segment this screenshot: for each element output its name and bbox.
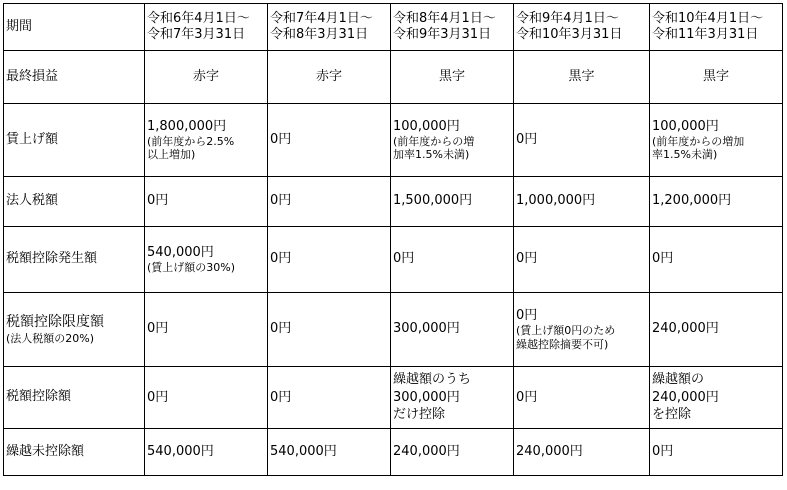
credit-generated-cell xyxy=(514,227,650,293)
period-start: 令和7年4月1日～ xyxy=(270,10,373,26)
result-cell: 赤字 xyxy=(268,51,391,104)
result-cell: 黒字 xyxy=(650,51,783,104)
credit-generated-value: 0円 xyxy=(270,251,292,267)
period-end: 令和7年3月31日 xyxy=(147,27,246,42)
credit-limit-value: 300,000円 xyxy=(393,321,460,337)
credit-amount-line: だけ控除 xyxy=(393,407,446,423)
credit-amount-line: 0円 xyxy=(516,389,538,405)
credit-generated-note: (賃上げ額の30%) xyxy=(147,261,236,275)
wage-increase-value: 100,000円 xyxy=(652,118,719,134)
carryforward-cell: 0円 xyxy=(650,429,783,476)
corporate-tax-cell: 0円 xyxy=(268,177,391,227)
result-row xyxy=(4,51,783,104)
credit-amount-row xyxy=(4,367,783,429)
corporate-tax-row xyxy=(4,177,783,227)
credit-limit-value: 0円 xyxy=(516,308,538,324)
wage-increase-note: (前年度からの増 xyxy=(393,134,475,148)
wage-increase-label: 賃上げ額 xyxy=(4,104,145,177)
wage-increase-value: 1,800,000円 xyxy=(147,118,227,134)
credit-generated-cell xyxy=(145,227,268,293)
wage-increase-note: (前年度から2.5% xyxy=(147,134,235,148)
period-cell xyxy=(268,4,391,51)
credit-amount-cell xyxy=(391,367,514,429)
wage-increase-cell xyxy=(268,104,391,177)
credit-limit-cell xyxy=(650,293,783,367)
credit-limit-note: 繰越控除摘要不可) xyxy=(516,337,609,351)
result-label: 最終損益 xyxy=(4,51,145,104)
result-cell: 黒字 xyxy=(391,51,514,104)
period-end: 令和10年3月31日 xyxy=(516,27,623,42)
credit-generated-value: 0円 xyxy=(393,251,415,267)
credit-limit-label: 税額控除限度額 xyxy=(6,314,104,331)
corporate-tax-cell: 1,200,000円 xyxy=(650,177,783,227)
credit-limit-label-note: (法人税額の20%) xyxy=(6,331,95,345)
credit-limit-label-cell xyxy=(4,293,145,367)
carryforward-cell: 540,000円 xyxy=(268,429,391,476)
credit-limit-row xyxy=(4,293,783,367)
wage-increase-note: 以上増加) xyxy=(147,148,196,162)
period-end: 令和9年3月31日 xyxy=(393,27,492,42)
credit-generated-value: 0円 xyxy=(652,251,674,267)
credit-amount-line: 繰越額のうち xyxy=(393,372,472,388)
credit-generated-cell xyxy=(650,227,783,293)
credit-generated-value: 540,000円 xyxy=(147,244,214,260)
credit-amount-line: 0円 xyxy=(147,389,169,405)
corporate-tax-cell: 1,000,000円 xyxy=(514,177,650,227)
carryforward-label: 繰越未控除額 xyxy=(4,429,145,476)
wage-increase-value: 100,000円 xyxy=(393,118,460,134)
credit-limit-cell xyxy=(145,293,268,367)
corporate-tax-label: 法人税額 xyxy=(4,177,145,227)
wage-increase-value: 0円 xyxy=(516,131,538,147)
period-start: 令和9年4月1日～ xyxy=(516,10,619,26)
credit-amount-cell xyxy=(650,367,783,429)
wage-increase-cell xyxy=(145,104,268,177)
carryforward-cell: 540,000円 xyxy=(145,429,268,476)
carryforward-cell: 240,000円 xyxy=(391,429,514,476)
credit-amount-cell xyxy=(514,367,650,429)
period-cell xyxy=(650,4,783,51)
credit-generated-row xyxy=(4,227,783,293)
period-start: 令和8年4月1日～ xyxy=(393,10,496,26)
corporate-tax-cell: 1,500,000円 xyxy=(391,177,514,227)
result-cell: 赤字 xyxy=(145,51,268,104)
period-cell xyxy=(391,4,514,51)
credit-amount-line: 300,000円 xyxy=(393,389,460,405)
wage-increase-cell xyxy=(391,104,514,177)
carryforward-row xyxy=(4,429,783,476)
credit-limit-cell xyxy=(268,293,391,367)
wage-increase-note: 率1.5%未満) xyxy=(652,148,718,162)
credit-amount-line: 繰越額の xyxy=(652,372,705,388)
wage-increase-row xyxy=(4,104,783,177)
period-cell xyxy=(145,4,268,51)
credit-amount-cell xyxy=(145,367,268,429)
period-end: 令和8年3月31日 xyxy=(270,27,369,42)
credit-generated-cell xyxy=(391,227,514,293)
period-label: 期間 xyxy=(4,4,145,51)
credit-limit-cell xyxy=(514,293,650,367)
wage-increase-note: 加率1.5%未満) xyxy=(393,148,470,162)
wage-increase-cell xyxy=(650,104,783,177)
credit-amount-line: 240,000円 xyxy=(652,389,719,405)
credit-generated-label: 税額控除発生額 xyxy=(4,227,145,293)
credit-limit-value: 240,000円 xyxy=(652,321,719,337)
credit-amount-line: 0円 xyxy=(270,389,292,405)
credit-amount-cell xyxy=(268,367,391,429)
wage-increase-note: (前年度からの増加 xyxy=(652,134,745,148)
credit-limit-value: 0円 xyxy=(147,321,169,337)
credit-amount-label: 税額控除額 xyxy=(4,367,145,429)
period-cell xyxy=(514,4,650,51)
result-cell: 黒字 xyxy=(514,51,650,104)
credit-amount-line: を控除 xyxy=(652,407,692,423)
period-start: 令和10年4月1日～ xyxy=(652,10,764,26)
credit-generated-value: 0円 xyxy=(516,251,538,267)
period-end: 令和11年3月31日 xyxy=(652,27,759,42)
tax-credit-table xyxy=(3,3,783,476)
corporate-tax-cell: 0円 xyxy=(145,177,268,227)
carryforward-cell: 240,000円 xyxy=(514,429,650,476)
period-start: 令和6年4月1日～ xyxy=(147,10,250,26)
credit-limit-cell xyxy=(391,293,514,367)
credit-limit-note: (賃上げ額0円のため xyxy=(516,324,616,338)
credit-generated-cell xyxy=(268,227,391,293)
wage-increase-value: 0円 xyxy=(270,131,292,147)
period-row xyxy=(4,4,783,51)
credit-limit-value: 0円 xyxy=(270,321,292,337)
wage-increase-cell xyxy=(514,104,650,177)
